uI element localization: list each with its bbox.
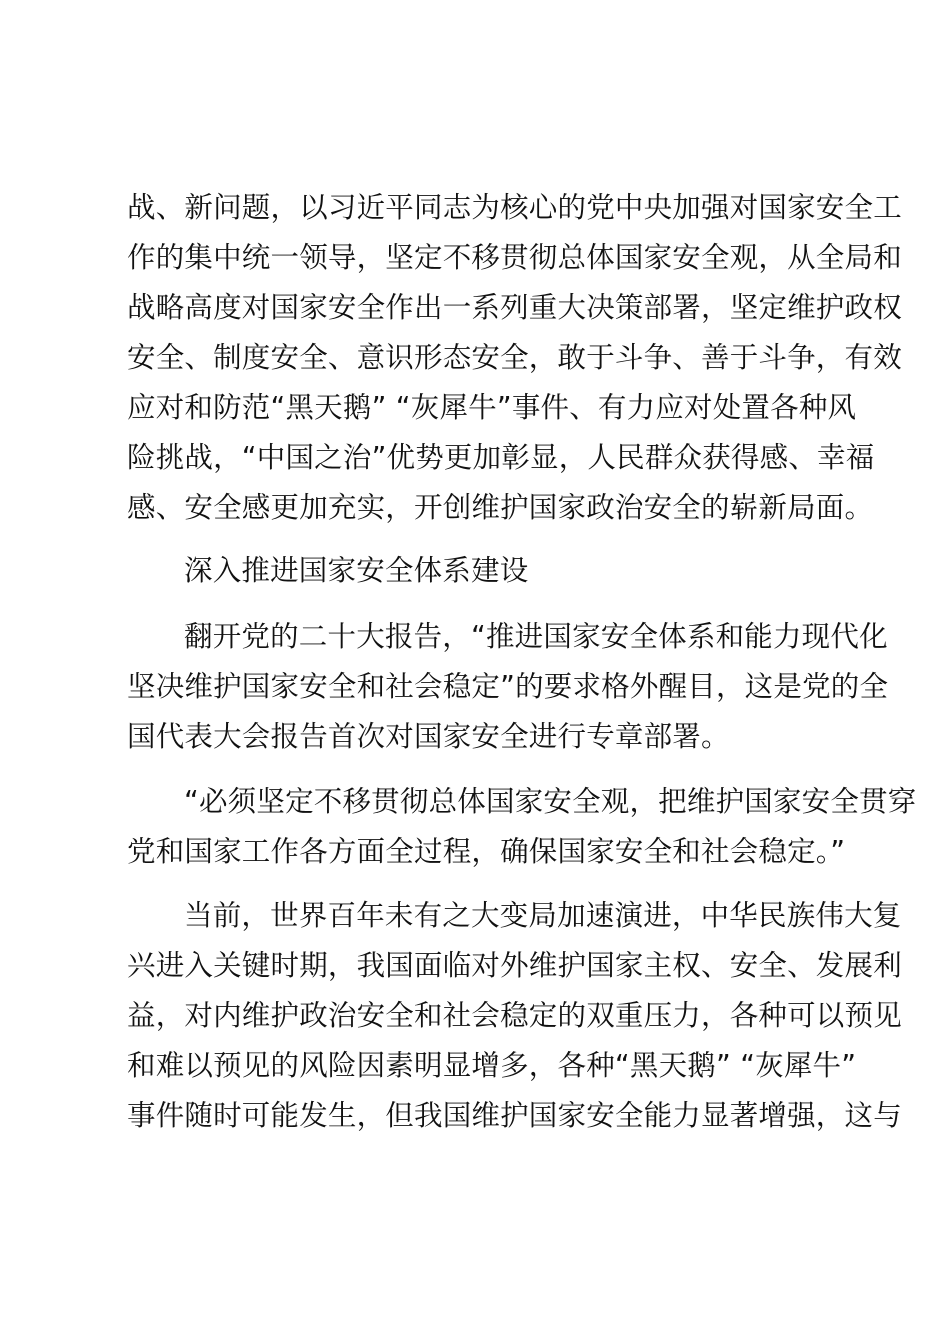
paragraph-line: 感、安全感更加充实，开创维护国家政治安全的崭新局面。 [127,491,874,524]
paragraph-line: 应对和防范“黑天鹅” “灰犀牛”事件、有力应对处置各种风 [127,391,857,424]
paragraph-line: 党和国家工作各方面全过程，确保国家安全和社会稳定。” [127,835,846,868]
paragraph-line: 国代表大会报告首次对国家安全进行专章部署。 [127,720,730,753]
paragraph-line: 翻开党的二十大报告，“推进国家安全体系和能力现代化 [184,620,888,653]
paragraph-line: 当前，世界百年未有之大变局加速演进，中华民族伟大复 [184,899,902,932]
paragraph-line: 险挑战，“中国之治”优势更加彰显，人民群众获得感、幸福 [127,441,875,474]
paragraph-line: 兴进入关键时期，我国面临对外维护国家主权、安全、发展利 [127,949,902,982]
paragraph-3 [127,777,917,877]
paragraph-line: 和难以预见的风险因素明显增多，各种“黑天鹅” “灰犀牛” [127,1049,857,1082]
paragraph-line: 作的集中统一领导，坚定不移贯彻总体国家安全观，从全局和 [127,241,902,274]
paragraph-2 [127,612,889,762]
paragraph-4 [127,891,902,1141]
paragraph-line: 益，对内维护政治安全和社会稳定的双重压力，各种可以预见 [127,999,902,1032]
section-heading [127,546,831,596]
paragraph-line: 安全、制度安全、意识形态安全，敢于斗争、善于斗争，有效 [127,341,902,374]
paragraph-line: “必须坚定不移贯彻总体国家安全观，把维护国家安全贯穿 [184,785,917,818]
section-heading-text: 深入推进国家安全体系建设 [184,554,529,587]
paragraph-line: 战、新问题，以习近平同志为核心的党中央加强对国家安全工 [127,191,902,224]
paragraph-line: 坚决维护国家安全和社会稳定”的要求格外醒目，这是党的全 [127,670,889,703]
paragraph-1 [127,183,902,533]
paragraph-line: 事件随时可能发生，但我国维护国家安全能力显著增强，这与 [127,1099,902,1132]
paragraph-line: 战略高度对国家安全作出一系列重大决策部署，坚定维护政权 [127,291,902,324]
